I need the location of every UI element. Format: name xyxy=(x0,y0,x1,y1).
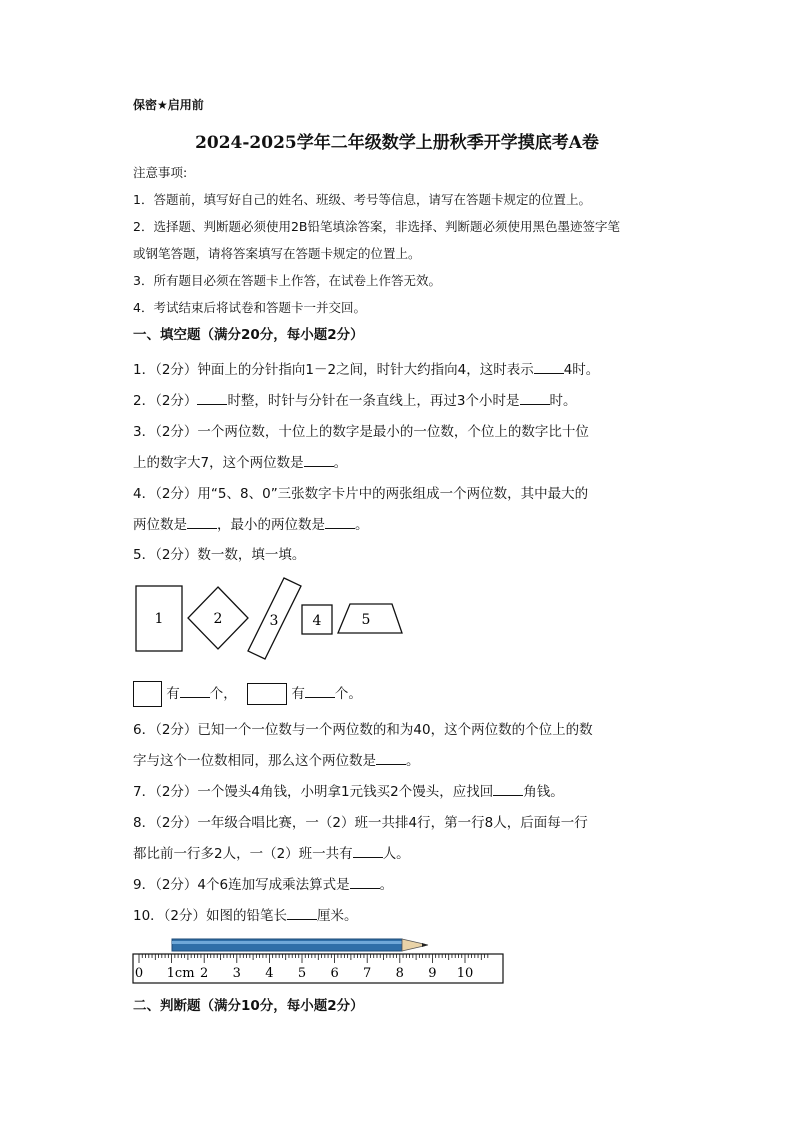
section1-heading: 一、填空题（满分20分，每小题2分） xyxy=(133,327,364,343)
answer-blank xyxy=(287,907,317,920)
answer-blank xyxy=(180,685,210,698)
question-8-line1: 8．（2分）一年级合唱比赛，一（2）班一共排4行，第一行8人，后面每一行 xyxy=(133,815,588,831)
q5-fill-text: 个。 xyxy=(334,686,362,702)
shape-label-1: 1 xyxy=(154,611,164,627)
q2-text: 2．（2分） xyxy=(133,393,198,409)
answer-blank xyxy=(325,516,355,529)
answer-blank xyxy=(304,454,334,467)
question-6-line1: 6．（2分）已知一个一位数与一个两位数的和为40，这个两位数的个位上的数 xyxy=(133,722,593,738)
q10-text: 10．（2分）如图的铅笔长 xyxy=(133,908,288,924)
q3-text-end: 。 xyxy=(333,455,348,471)
q8-text-end: 人。 xyxy=(382,846,410,862)
q8-text: 都比前一行多2人，一（2）班一共有 xyxy=(133,846,353,862)
answer-blank xyxy=(305,685,335,698)
question-1 xyxy=(133,361,599,379)
q7-text-end: 角钱。 xyxy=(523,784,564,800)
shape-label-2: 2 xyxy=(213,611,223,627)
ruler-tick-label: 2 xyxy=(200,966,209,981)
question-9 xyxy=(133,876,393,894)
q7-text: 7．（2分）一个馒头4角钱，小明拿1元钱买2个馒头，应找回 xyxy=(133,784,494,800)
ruler-tick-label: 10 xyxy=(456,966,474,981)
q1-text: 1．（2分）钟面上的分针指向1－2之间，时针大约指向4，这时表示 xyxy=(133,362,534,378)
question-4-line1: 4．（2分）用“5、8、0”三张数字卡片中的两张组成一个两位数，其中最大的 xyxy=(133,486,589,502)
answer-blank xyxy=(493,783,523,796)
question-6-line2 xyxy=(133,752,420,770)
question-3-line2 xyxy=(133,454,347,472)
q4-text-end: 。 xyxy=(355,517,369,533)
answer-blank xyxy=(353,845,383,858)
q4-text-mid: ，最小的两位数是 xyxy=(217,517,325,533)
q3-text: 上的数字大7，这个两位数是 xyxy=(133,455,304,471)
q5-fill-text: 个， xyxy=(209,686,237,702)
answer-blank xyxy=(350,876,380,889)
note-item: 1．答题前，填写好自己的姓名、班级、考号等信息，请写在答题卡规定的位置上。 xyxy=(133,192,591,207)
q6-text: 字与这个一位数相同，那么这个两位数是 xyxy=(133,753,376,769)
q2-text-mid: 时整，时针与分针在一条直线上，再过3个小时是 xyxy=(227,393,520,409)
shapes-figure xyxy=(130,572,410,664)
answer-blank xyxy=(520,392,550,405)
section2-heading: 二、判断题（满分10分，每小题2分） xyxy=(133,998,364,1014)
ruler-tick-label: 1cm xyxy=(166,966,195,981)
ruler-with-pencil-figure xyxy=(130,934,506,986)
question-4-line2 xyxy=(133,516,369,534)
q2-text-end: 时。 xyxy=(549,393,577,409)
shape-label-3: 3 xyxy=(269,613,279,629)
pencil-icon xyxy=(172,939,428,951)
rectangle-symbol xyxy=(247,683,287,705)
ruler-tick-label: 0 xyxy=(134,966,144,981)
confidential-label: 保密★启用前 xyxy=(133,98,204,112)
answer-blank xyxy=(187,516,217,529)
q10-text-end: 厘米。 xyxy=(317,908,358,924)
question-5-fill xyxy=(133,681,362,707)
question-8-line2 xyxy=(133,845,410,863)
q5-fill-text: 有 xyxy=(166,686,180,702)
answer-blank xyxy=(376,752,406,765)
ruler-tick-label: 8 xyxy=(395,966,404,981)
exam-title: 2024-2025学年二年级数学上册秋季开学摸底考A卷 xyxy=(195,133,599,153)
answer-blank xyxy=(197,392,227,405)
question-5: 5．（2分）数一数，填一填。 xyxy=(133,547,306,563)
q6-text-end: 。 xyxy=(406,753,420,769)
question-2 xyxy=(133,392,577,410)
note-item: 或钢笔答题，请将答案填写在答题卡规定的位置上。 xyxy=(133,246,421,261)
ruler-tick-label: 5 xyxy=(297,966,307,981)
q5-fill-text: 有 xyxy=(291,686,305,702)
ruler-tick-label: 9 xyxy=(428,966,437,981)
note-item: 4．考试结束后将试卷和答题卡一并交回。 xyxy=(133,300,366,315)
ruler-tick-label: 6 xyxy=(330,966,339,981)
question-7 xyxy=(133,783,564,801)
q4-text: 两位数是 xyxy=(133,517,187,533)
note-item: 2．选择题、判断题必须使用2B铅笔填涂答案，非选择、判断题必须使用黑色墨迹签字笔 xyxy=(133,219,620,234)
q9-text: 9．（2分）4个6连加写成乘法算式是 xyxy=(133,877,350,893)
ruler-tick-label: 7 xyxy=(363,966,372,981)
q1-text-end: 4时。 xyxy=(563,362,600,378)
notes-heading: 注意事项: xyxy=(133,165,188,180)
note-item: 3．所有题目必须在答题卡上作答，在试卷上作答无效。 xyxy=(133,273,441,288)
shape-label-4: 4 xyxy=(312,613,322,629)
shape-label-5: 5 xyxy=(361,612,371,628)
q9-text-end: 。 xyxy=(379,877,394,893)
question-10 xyxy=(133,907,358,925)
answer-blank xyxy=(534,361,564,374)
ruler-tick-label: 4 xyxy=(265,966,274,981)
ruler-tick-label: 3 xyxy=(232,966,241,981)
question-3-line1: 3．（2分）一个两位数，十位上的数字是最小的一位数，个位上的数字比十位 xyxy=(133,424,589,440)
square-symbol xyxy=(133,681,162,707)
